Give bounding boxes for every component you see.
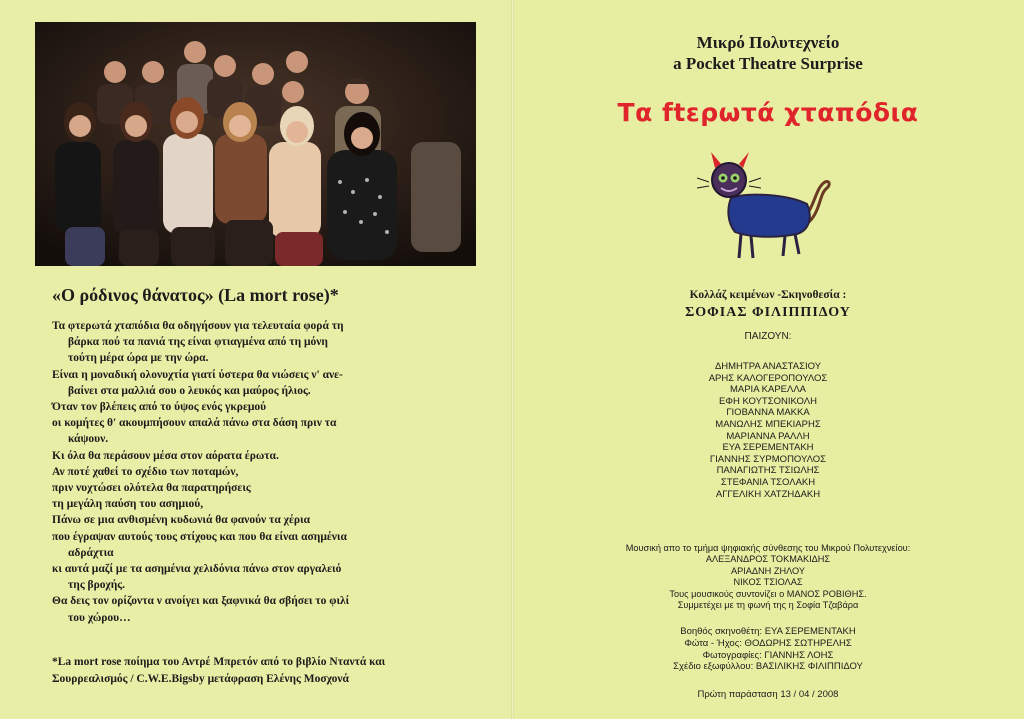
poem-text	[52, 318, 472, 626]
cast-member: ΜΑΡΙΑΝΝΑ ΡΑΛΛΗ	[726, 430, 810, 442]
collage-direction-label: Κολλάζ κειμένων -Σκηνοθεσία :	[689, 289, 847, 301]
show-title: Τα ftερωτά χταπόδια	[617, 98, 919, 127]
cast-member: ΣΤΕΦΑΝΙΑ ΤΣΟΛΑΚΗ	[720, 476, 816, 488]
poem-line: αδράχτια	[68, 546, 114, 559]
cast-member: ΑΓΓΕΛΙΚΗ ΧΑΤΖΗΔΑΚΗ	[715, 488, 821, 500]
footnote-line: *La mort rose ποίημα του Αντρέ Μπρετόν από το βιβλίο Νταντά και	[52, 656, 386, 668]
cast-member: ΑΡΗΣ ΚΑΛΟΓΕΡΟΠΟΥΛΟΣ	[708, 372, 828, 384]
premiere-date: Πρώτη παράσταση 13 / 04 / 2008	[697, 689, 839, 700]
poem-line: Είναι η μοναδική ολονυχτία γιατί ύστερα θα νιώσεις ν' ανε-	[52, 368, 343, 381]
cast-member: ΓΙΑΝΝΗΣ ΣΥΡΜΟΠΟΥΛΟΣ	[709, 453, 827, 465]
poem-line: Αν ποτέ χαθεί το σχέδιο των ποταμών,	[52, 465, 239, 478]
cast-member: ΕΦΗ ΚΟΥΤΣΟΝΙΚΟΛΗ	[719, 395, 817, 407]
cast-member: ΕΥΑ ΣΕΡΕΜΕΝΤΑΚΗ	[722, 442, 814, 454]
poem-title: «Ο ρόδινος θάνατος» (La mort rose)*	[52, 285, 339, 305]
poem-line: Θα δεις τον ορίζοντα ν ανοίγει και ξαφνικά θα σβήσει το φιλί	[52, 595, 350, 608]
poem-line: τούτη μέρα ώρα με την ώρα.	[68, 352, 209, 365]
poem-footnote	[52, 654, 492, 688]
crew-credit-line: Φώτα - Ήχος: ΘΟΔΩΡΗΣ ΣΩΤΗΡΕΛΗΣ	[684, 637, 852, 649]
crew-credit-line: Βοηθός σκηνοθέτη: ΕΥΑ ΣΕΡΕΜΕΝΤΑΚΗ	[680, 626, 856, 637]
poem-line: τη μεγάλη παύση του ασημιού,	[52, 498, 204, 511]
footnote-line: Σουρρεαλισμός / C.W.E.Bigsby μετάφραση Ελένης Μοσχονά	[52, 673, 349, 685]
poem-line: Πάνω σε μια ανθισμένη κυδωνιά θα φανούν τα χέρια	[52, 514, 311, 527]
group-photo	[35, 22, 476, 266]
org-english: a Pocket Theatre Surprise	[673, 54, 863, 73]
poem-line: Όταν τον βλέπεις από το ύψος ενός γκρεμού	[52, 401, 267, 414]
poem-line: που έγραψαν αυτούς τους στίχους και που θα είναι ασημένια	[52, 530, 347, 543]
music-credit-line: ΑΛΕΞΑΝΔΡΟΣ ΤΟΚΜΑΚΙΔΗΣ	[705, 554, 831, 565]
crew-credit-line: Φωτογραφίες: ΓΙΑΝΝΗΣ ΛΟΗΣ	[702, 649, 834, 661]
music-credit-line: ΝΙΚΟΣ ΤΣΙΟΛΑΣ	[733, 577, 803, 588]
cast-list	[512, 361, 1024, 500]
org-greek: Μικρό Πολυτεχνείο	[696, 33, 840, 52]
poem-line: βαίνει στα μαλλιά σου ο λευκός και μαύρος ήλιος.	[68, 384, 311, 397]
music-credit-line: Τους μουσικούς συντονίζει ο ΜΑΝΟΣ ΡΟΒΙΘΗΣ.	[669, 588, 867, 599]
crew-credits	[512, 626, 1024, 673]
music-credits	[512, 543, 1024, 611]
poem-line: βάρκα πού τα πανιά της είναι φτιαγμένα από τη μόνη	[68, 336, 328, 349]
cast-member: ΓΙΟΒΑΝΝΑ ΜΑΚΚΑ	[726, 407, 810, 419]
poem-line: κάψουν.	[68, 433, 109, 446]
poem-line: κι αυτά μαζί με τα ασημένια χελιδόνια πάνω στον αργαλειό	[52, 563, 342, 576]
cast-member: ΔΗΜΗΤΡΑ ΑΝΑΣΤΑΣΙΟΥ	[714, 361, 822, 372]
poem-line: του χώρου…	[68, 611, 131, 624]
crew-credit-line: Σχέδιο εξωφύλλου: ΒΑΣΙΛΙΚΗΣ ΦΙΛΙΠΠΙΔΟΥ	[673, 661, 863, 673]
poem-line: οι κομήτες θ' ακουμπήσουν απαλά πάνω στα δάση πριν τα	[52, 417, 337, 430]
music-credit-line: Μουσική απο το τμήμα ψηφιακής σύνθεσης του Μικρού Πολυτεχνείου:	[625, 543, 911, 553]
poem-line: Κι όλα θα περάσουν μέσα στον αόρατα έρωτα.	[52, 449, 279, 462]
poem-line: Τα φτερωτά χταπόδια θα οδηγήσουν για τελευταία φορά τη	[52, 320, 344, 332]
cat-drawing-icon	[697, 148, 837, 263]
cast-member: ΜΑΡΙΑ ΚΑΡΕΛΛΑ	[729, 384, 807, 396]
music-credit-line: Συμμετέχει με τη φωνή της η Σοφία Τζαβάρα	[677, 600, 859, 611]
poem-line: της βροχής.	[68, 579, 125, 592]
cast-member: ΠΑΝΑΓΙΩΤΗΣ ΤΣΙΩΛΗΣ	[716, 465, 820, 477]
poem-line: πριν νυχτώσει ολότελα θα παρατηρήσεις	[52, 482, 251, 495]
music-credit-line: ΑΡΙΑΔΝΗ ΖΗΛΟΥ	[730, 565, 806, 576]
cast-label: ΠΑΙΖΟΥΝ:	[744, 331, 792, 342]
cast-member: ΜΑΝΩΛΗΣ ΜΠΕΚΙΑΡΗΣ	[715, 418, 821, 430]
director-name: ΣΟΦΙΑΣ ΦΙΛΙΠΠΙΔΟΥ	[685, 305, 851, 320]
